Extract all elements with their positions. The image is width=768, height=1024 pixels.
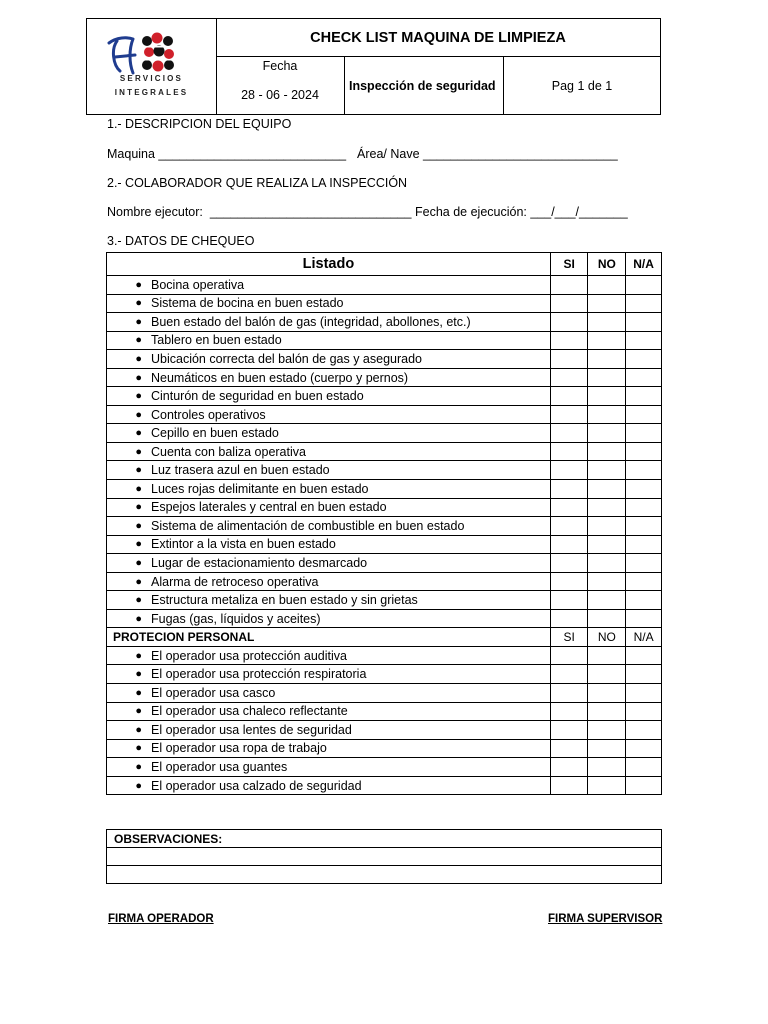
si-checkbox[interactable] xyxy=(550,535,588,554)
no-checkbox[interactable] xyxy=(588,461,626,480)
protection-col-no: NO xyxy=(588,628,626,647)
maquina-field[interactable]: Maquina ___________________________ xyxy=(107,147,347,161)
na-checkbox[interactable] xyxy=(626,480,662,499)
checklist-row xyxy=(107,424,662,443)
na-checkbox[interactable] xyxy=(626,387,662,406)
checklist-row xyxy=(107,739,662,758)
col-listado: Listado xyxy=(107,253,551,276)
bullet-icon: ● xyxy=(135,334,142,347)
si-checkbox[interactable] xyxy=(550,461,588,480)
na-checkbox[interactable] xyxy=(626,758,662,777)
bullet-icon: ● xyxy=(135,464,142,477)
bullet-icon: ● xyxy=(135,315,142,328)
checklist-item-label: Cuenta con baliza operativa xyxy=(151,444,306,459)
no-checkbox[interactable] xyxy=(588,702,626,721)
checklist-item-label: El operador usa lentes de seguridad xyxy=(151,722,352,737)
checklist-row xyxy=(107,591,662,610)
document-header xyxy=(86,18,661,115)
document-title: CHECK LIST MAQUINA DE LIMPIEZA xyxy=(216,19,660,57)
na-checkbox[interactable] xyxy=(626,684,662,703)
bullet-icon: ● xyxy=(135,556,142,569)
checklist-item-label: Sistema de alimentación de combustible en buen estado xyxy=(151,518,465,533)
bullet-icon: ● xyxy=(135,445,142,458)
checklist-item xyxy=(107,442,551,461)
bullet-icon: ● xyxy=(135,519,142,532)
section1-title: 1.- DESCRIPCION DEL EQUIPO xyxy=(107,117,292,131)
si-checkbox[interactable] xyxy=(550,776,588,795)
no-checkbox[interactable] xyxy=(588,572,626,591)
si-checkbox[interactable] xyxy=(550,609,588,628)
no-checkbox[interactable] xyxy=(588,480,626,499)
col-si: SI xyxy=(550,253,588,276)
na-checkbox[interactable] xyxy=(626,665,662,684)
observaciones-line[interactable] xyxy=(107,866,662,884)
checklist-header-row xyxy=(107,253,662,276)
bullet-icon: ● xyxy=(135,427,142,440)
checklist-item-label: Ubicación correcta del balón de gas y asegurado xyxy=(151,351,423,366)
checklist-row xyxy=(107,535,662,554)
checklist-row xyxy=(107,480,662,499)
na-checkbox[interactable] xyxy=(626,276,662,295)
checklist-item xyxy=(107,739,551,758)
si-checkbox[interactable] xyxy=(550,721,588,740)
section2-title: 2.- COLABORADOR QUE REALIZA LA INSPECCIÓN xyxy=(107,176,408,190)
no-checkbox[interactable] xyxy=(588,424,626,443)
checklist-item xyxy=(107,702,551,721)
no-checkbox[interactable] xyxy=(588,517,626,536)
checklist-item xyxy=(107,535,551,554)
si-checkbox[interactable] xyxy=(550,646,588,665)
no-checkbox[interactable] xyxy=(588,721,626,740)
na-checkbox[interactable] xyxy=(626,442,662,461)
fecha-cell xyxy=(216,57,345,114)
si-checkbox[interactable] xyxy=(550,498,588,517)
checklist-row xyxy=(107,405,662,424)
checklist-item xyxy=(107,387,551,406)
no-checkbox[interactable] xyxy=(588,591,626,610)
si-checkbox[interactable] xyxy=(550,313,588,332)
fecha-value: 28 - 06 - 2024 xyxy=(241,88,319,102)
checklist-item-label: Cepillo en buen estado xyxy=(151,426,279,441)
bullet-icon: ● xyxy=(135,723,142,736)
bullet-icon: ● xyxy=(135,371,142,384)
no-checkbox[interactable] xyxy=(588,739,626,758)
si-checkbox[interactable] xyxy=(550,665,588,684)
na-checkbox[interactable] xyxy=(626,424,662,443)
no-checkbox[interactable] xyxy=(588,368,626,387)
na-checkbox[interactable] xyxy=(626,350,662,369)
bullet-icon: ● xyxy=(135,575,142,588)
na-checkbox[interactable] xyxy=(626,591,662,610)
section3-title: 3.- DATOS DE CHEQUEO xyxy=(107,234,255,248)
checklist-item xyxy=(107,517,551,536)
firma-operador: FIRMA OPERADOR xyxy=(108,913,214,925)
bullet-icon: ● xyxy=(135,408,142,421)
checklist-row xyxy=(107,313,662,332)
checklist-item xyxy=(107,480,551,499)
checklist-row xyxy=(107,442,662,461)
checklist-row xyxy=(107,276,662,295)
bullet-icon: ● xyxy=(135,742,142,755)
bullet-icon: ● xyxy=(135,612,142,625)
checklist-item xyxy=(107,276,551,295)
no-checkbox[interactable] xyxy=(588,405,626,424)
checklist-item-label: El operador usa ropa de trabajo xyxy=(151,741,327,756)
no-checkbox[interactable] xyxy=(588,294,626,313)
checklist-item-label: Extintor a la vista en buen estado xyxy=(151,537,336,552)
checklist-item xyxy=(107,665,551,684)
checklist-item-label: El operador usa calzado de seguridad xyxy=(151,778,362,793)
no-checkbox[interactable] xyxy=(588,684,626,703)
checklist-item-label: El operador usa protección respiratoria xyxy=(151,667,367,682)
si-checkbox[interactable] xyxy=(550,276,588,295)
bullet-icon: ● xyxy=(135,501,142,514)
no-checkbox[interactable] xyxy=(588,276,626,295)
area-field[interactable]: Área/ Nave ____________________________ xyxy=(357,147,618,161)
bullet-icon: ● xyxy=(135,390,142,403)
checklist-item-label: El operador usa chaleco reflectante xyxy=(151,704,348,719)
si-checkbox[interactable] xyxy=(550,387,588,406)
bullet-icon: ● xyxy=(135,594,142,607)
no-checkbox[interactable] xyxy=(588,442,626,461)
checklist-item-label: Luces rojas delimitante en buen estado xyxy=(151,481,369,496)
fecha-ejecucion-field[interactable]: Fecha de ejecución: ___/___/_______ xyxy=(415,205,628,219)
no-checkbox[interactable] xyxy=(588,665,626,684)
checklist-item-label: Luz trasera azul en buen estado xyxy=(151,463,330,478)
checklist-item-label: El operador usa casco xyxy=(151,685,276,700)
checklist-row xyxy=(107,368,662,387)
checklist-item-label: El operador usa guantes xyxy=(151,759,288,774)
checklist-item-label: Espejos laterales y central en buen estado xyxy=(151,500,387,515)
bullet-icon: ● xyxy=(135,352,142,365)
checklist-row xyxy=(107,572,662,591)
si-checkbox[interactable] xyxy=(550,554,588,573)
checklist-item xyxy=(107,591,551,610)
checklist-item xyxy=(107,684,551,703)
checklist-item-label: El operador usa protección auditiva xyxy=(151,648,347,663)
logo-text-integrales: INTEGRALES xyxy=(114,88,189,97)
no-checkbox[interactable] xyxy=(588,331,626,350)
si-checkbox[interactable] xyxy=(550,442,588,461)
bullet-icon: ● xyxy=(135,482,142,495)
na-checkbox[interactable] xyxy=(626,405,662,424)
si-checkbox[interactable] xyxy=(550,739,588,758)
na-checkbox[interactable] xyxy=(626,609,662,628)
firma-supervisor: FIRMA SUPERVISOR xyxy=(548,913,663,925)
fecha-label: Fecha xyxy=(262,59,298,73)
checklist-item xyxy=(107,313,551,332)
protection-col-si: SI xyxy=(550,628,588,647)
si-checkbox[interactable] xyxy=(550,572,588,591)
na-checkbox[interactable] xyxy=(626,517,662,536)
na-checkbox[interactable] xyxy=(626,498,662,517)
si-checkbox[interactable] xyxy=(550,368,588,387)
company-logo xyxy=(87,19,217,114)
checklist-item xyxy=(107,424,551,443)
na-checkbox[interactable] xyxy=(626,776,662,795)
checklist-item-label: Buen estado del balón de gas (integridad, abollones, etc.) xyxy=(151,314,471,329)
bullet-icon: ● xyxy=(135,779,142,792)
na-checkbox[interactable] xyxy=(626,313,662,332)
na-checkbox[interactable] xyxy=(626,739,662,758)
checklist-item xyxy=(107,609,551,628)
bullet-icon: ● xyxy=(135,760,142,773)
observaciones-table xyxy=(106,829,662,884)
logo-text-servicios: SERVICIOS xyxy=(119,74,184,83)
si-checkbox[interactable] xyxy=(550,702,588,721)
checklist-row xyxy=(107,331,662,350)
checklist-row xyxy=(107,758,662,777)
checklist-item xyxy=(107,461,551,480)
checklist-item-label: Estructura metaliza en buen estado y sin grietas xyxy=(151,593,418,608)
checklist-row xyxy=(107,665,662,684)
checklist-row xyxy=(107,350,662,369)
inspection-type: Inspección de seguridad xyxy=(345,57,504,114)
checklist-item xyxy=(107,368,551,387)
checklist-item xyxy=(107,331,551,350)
si-checkbox[interactable] xyxy=(550,591,588,610)
checklist-row xyxy=(107,776,662,795)
si-checkbox[interactable] xyxy=(550,517,588,536)
no-checkbox[interactable] xyxy=(588,313,626,332)
checklist-item-label: Cinturón de seguridad en buen estado xyxy=(151,389,364,404)
col-no: NO xyxy=(588,253,626,276)
col-na: N/A xyxy=(626,253,662,276)
na-checkbox[interactable] xyxy=(626,554,662,573)
na-checkbox[interactable] xyxy=(626,646,662,665)
checklist-item-label: Sistema de bocina en buen estado xyxy=(151,296,344,311)
checklist-row xyxy=(107,646,662,665)
checklist-item-label: Alarma de retroceso operativa xyxy=(151,574,319,589)
no-checkbox[interactable] xyxy=(588,387,626,406)
bullet-icon: ● xyxy=(135,297,142,310)
no-checkbox[interactable] xyxy=(588,776,626,795)
checklist-item xyxy=(107,498,551,517)
checklist-row xyxy=(107,387,662,406)
na-checkbox[interactable] xyxy=(626,702,662,721)
protection-col-na: N/A xyxy=(626,628,662,647)
nombre-ejecutor-field[interactable]: Nombre ejecutor: _____________________________ xyxy=(107,205,412,219)
checklist-row xyxy=(107,684,662,703)
checklist-row xyxy=(107,554,662,573)
observaciones-line[interactable] xyxy=(107,848,662,866)
na-checkbox[interactable] xyxy=(626,721,662,740)
si-checkbox[interactable] xyxy=(550,350,588,369)
no-checkbox[interactable] xyxy=(588,498,626,517)
si-checkbox[interactable] xyxy=(550,424,588,443)
bullet-icon: ● xyxy=(135,686,142,699)
observaciones-title: OBSERVACIONES: xyxy=(107,830,662,848)
na-checkbox[interactable] xyxy=(626,461,662,480)
bullet-icon: ● xyxy=(135,705,142,718)
si-checkbox[interactable] xyxy=(550,331,588,350)
checklist-row xyxy=(107,517,662,536)
protection-section-row xyxy=(107,628,662,647)
no-checkbox[interactable] xyxy=(588,646,626,665)
checklist-row xyxy=(107,721,662,740)
na-checkbox[interactable] xyxy=(626,535,662,554)
checklist-item-label: Lugar de estacionamiento desmarcado xyxy=(151,555,368,570)
checklist-item-label: Neumáticos en buen estado (cuerpo y pernos) xyxy=(151,370,409,385)
si-checkbox[interactable] xyxy=(550,758,588,777)
checklist-item xyxy=(107,758,551,777)
checklist-row xyxy=(107,498,662,517)
checklist-item xyxy=(107,554,551,573)
bullet-icon: ● xyxy=(135,278,142,291)
no-checkbox[interactable] xyxy=(588,350,626,369)
checklist-item-label: Bocina operativa xyxy=(151,277,245,292)
no-checkbox[interactable] xyxy=(588,758,626,777)
checklist-item-label: Controles operativos xyxy=(151,407,266,422)
page-number: Pag 1 de 1 xyxy=(551,78,613,93)
no-checkbox[interactable] xyxy=(588,554,626,573)
checklist-row xyxy=(107,702,662,721)
checklist-item xyxy=(107,572,551,591)
si-checkbox[interactable] xyxy=(550,405,588,424)
checklist-item xyxy=(107,294,551,313)
na-checkbox[interactable] xyxy=(626,572,662,591)
checklist-table xyxy=(106,252,662,795)
na-checkbox[interactable] xyxy=(626,331,662,350)
checklist-item xyxy=(107,721,551,740)
bullet-icon: ● xyxy=(135,668,142,681)
si-checkbox[interactable] xyxy=(550,480,588,499)
na-checkbox[interactable] xyxy=(626,294,662,313)
checklist-item xyxy=(107,405,551,424)
si-checkbox[interactable] xyxy=(550,684,588,703)
checklist-item xyxy=(107,776,551,795)
checklist-item xyxy=(107,350,551,369)
na-checkbox[interactable] xyxy=(626,368,662,387)
checklist-row xyxy=(107,609,662,628)
no-checkbox[interactable] xyxy=(588,535,626,554)
checklist-item-label: Tablero en buen estado xyxy=(151,333,282,348)
si-checkbox[interactable] xyxy=(550,294,588,313)
bullet-icon: ● xyxy=(135,538,142,551)
no-checkbox[interactable] xyxy=(588,609,626,628)
checklist-item xyxy=(107,646,551,665)
checklist-item-label: Fugas (gas, líquidos y aceites) xyxy=(151,611,321,626)
protection-section-title: PROTECION PERSONAL xyxy=(107,628,551,647)
bullet-icon: ● xyxy=(135,649,142,662)
checklist-row xyxy=(107,461,662,480)
checklist-row xyxy=(107,294,662,313)
